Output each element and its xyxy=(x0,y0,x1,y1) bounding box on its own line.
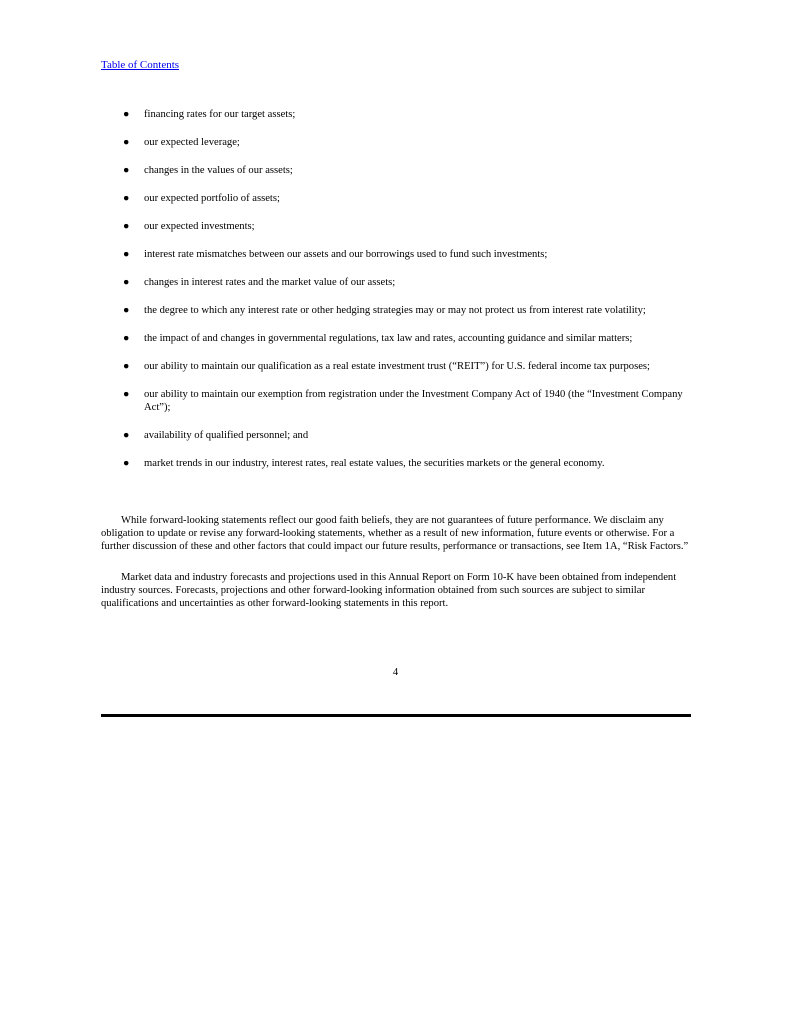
bullet-icon: ● xyxy=(123,137,130,148)
bullet-text: changes in the values of our assets; xyxy=(144,165,293,176)
bullet-item xyxy=(101,388,693,414)
bullet-text: interest rate mismatches between our assets and our borrowings used to fund such investments; xyxy=(144,249,548,260)
bullet-text: our expected portfolio of assets; xyxy=(144,193,280,204)
bullet-item xyxy=(101,429,693,442)
bullet-icon: ● xyxy=(123,430,130,441)
bullet-icon: ● xyxy=(123,109,130,120)
bullet-item xyxy=(101,360,693,373)
bullet-item xyxy=(101,276,693,289)
bullet-icon: ● xyxy=(123,333,130,344)
bullet-text: our ability to maintain our qualification as a real estate investment trust (“REIT”) for U.S. federal income tax purposes; xyxy=(144,361,650,372)
bullet-icon: ● xyxy=(123,277,130,288)
bullet-text: our expected leverage; xyxy=(144,137,240,148)
bullet-text: our ability to maintain our exemption from registration under the Investment Company Act of 1940 (the “Investment Company Act”); xyxy=(144,389,683,413)
bullet-text: availability of qualified personnel; and xyxy=(144,430,309,441)
market-data-paragraph: Market data and industry forecasts and projections used in this Annual Report on Form 10-K have been obtained from independent industry sources. Forecasts, projections and other forward-looking information obtained from such sources are subject to similar qualifications and uncertainties as other forward-looking statements in this report. xyxy=(101,571,677,610)
bullet-item xyxy=(101,332,693,345)
bullet-text: market trends in our industry, interest rates, real estate values, the securities markets or the general economy. xyxy=(144,458,605,469)
bullet-text: financing rates for our target assets; xyxy=(144,109,296,120)
bullet-text: the degree to which any interest rate or other hedging strategies may or may not protect us from interest rate volatility; xyxy=(144,305,646,316)
bullet-icon: ● xyxy=(123,221,130,232)
bullet-item xyxy=(101,108,693,121)
page-number: 4 xyxy=(392,667,399,678)
bullet-icon: ● xyxy=(123,165,130,176)
bullet-text: the impact of and changes in governmental regulations, tax law and rates, accounting guidance and similar matters; xyxy=(144,333,633,344)
bullet-icon: ● xyxy=(123,249,130,260)
bullet-icon: ● xyxy=(123,458,130,469)
bullet-item xyxy=(101,304,693,317)
bullet-icon: ● xyxy=(123,305,130,316)
table-of-contents-link[interactable]: Table of Contents xyxy=(101,59,180,71)
bullet-item xyxy=(101,457,693,470)
bullet-item xyxy=(101,192,693,205)
bullet-icon: ● xyxy=(123,361,130,372)
bullet-icon: ● xyxy=(123,193,130,204)
bullet-item xyxy=(101,220,693,233)
bullet-item xyxy=(101,164,693,177)
risk-factor-bullet-list xyxy=(101,108,693,485)
bullet-icon: ● xyxy=(123,389,130,400)
bullet-item xyxy=(101,136,693,149)
bullet-text: changes in interest rates and the market value of our assets; xyxy=(144,277,396,288)
bullet-item xyxy=(101,248,693,261)
body-paragraphs xyxy=(101,514,691,627)
forward-looking-disclaimer-paragraph: While forward-looking statements reflect our good faith beliefs, they are not guarantees of future performance. We disclaim any obligation to update or revise any forward-looking statements, whether as a result of new information, future events or otherwise. For a further discussion of these and other factors that could impact our future results, performance or transactions, see Item 1A, “Risk Factors.” xyxy=(101,515,689,553)
page-divider-rule xyxy=(101,714,691,717)
bullet-text: our expected investments; xyxy=(144,221,255,232)
